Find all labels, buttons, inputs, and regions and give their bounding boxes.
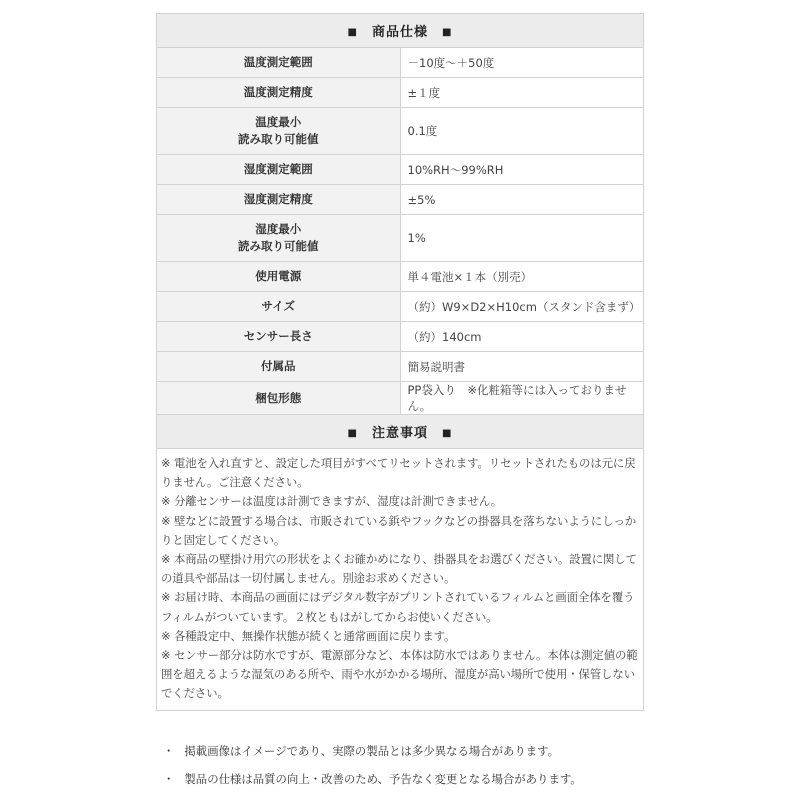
spec-value: ±１度 [400, 78, 644, 108]
spec-label [157, 108, 401, 155]
spec-row [157, 382, 644, 415]
spec-value: 簡易説明書 [400, 352, 644, 382]
spec-row [157, 292, 644, 322]
spec-row [157, 78, 644, 108]
square-marker-left: ■ [347, 27, 358, 38]
bullet-marker: ・ [163, 772, 175, 786]
spec-row [157, 352, 644, 382]
square-marker-right: ■ [442, 428, 453, 439]
spec-label [157, 322, 401, 352]
spec-label-line: 読み取り可能値 [238, 132, 319, 146]
spec-row [157, 322, 644, 352]
notes-header [157, 415, 644, 449]
note-item: ※ お届け時、本商品の画面にはデジタル数字がプリントされているフィルムと画面全体を覆うフィルムがついています。２枚ともはがしてからお使いください。 [161, 590, 635, 624]
spec-row [157, 185, 644, 215]
spec-label-line: 湿度測定範囲 [243, 162, 313, 176]
spec-label-line: 温度測定範囲 [243, 55, 313, 69]
spec-value: 0.1度 [400, 108, 644, 155]
spec-value: 10%RH～99%RH [400, 155, 644, 185]
notes-list [157, 449, 644, 711]
spec-label-line: 使用電源 [255, 269, 302, 283]
spec-label [157, 382, 401, 415]
spec-value: －10度～＋50度 [400, 48, 644, 78]
spec-row [157, 215, 644, 262]
spec-label-line: 温度最小 [255, 115, 302, 129]
note-item: ※ センサー部分は防水ですが、電源部分など、本体は防水ではありません。本体は測定値の範囲を超えるような湿気のある所や、雨や水がかかる場所、湿度が高い場所で使用・保管しないでください。 [161, 648, 638, 701]
spec-row [157, 155, 644, 185]
notes-header-row [157, 415, 644, 449]
product-spec-table [156, 13, 644, 711]
note-item: ※ 各種設定中、無操作状態が続くと通常画面に戻ります。 [161, 628, 456, 643]
spec-row [157, 262, 644, 292]
spec-label-line: 付属品 [261, 359, 296, 373]
spec-value: PP袋入り ※化粧箱等には入っておりません。 [400, 382, 644, 415]
note-item: ※ 本商品の壁掛け用穴の形状をよくお確かめになり、掛器具をお選びください。設置に関しての道具や部品は一切付属しません。別途お求めください。 [161, 552, 637, 586]
spec-label-line: 読み取り可能値 [238, 239, 319, 253]
spec-label [157, 262, 401, 292]
spec-value: （約）140cm [400, 322, 644, 352]
spec-label [157, 48, 401, 78]
spec-value: 1% [400, 215, 644, 262]
spec-row [157, 48, 644, 78]
note-item: ※ 電池を入れ直すと、設定した項目がすべてリセットされます。リセットされたものは元に戻りません。ご注意ください。 [161, 456, 636, 490]
spec-label-line: 湿度最小 [255, 222, 302, 236]
spec-label [157, 185, 401, 215]
note-item: ※ 分離センサーは温度は計測できますが、湿度は計測できません。 [161, 494, 503, 509]
square-marker-right: ■ [442, 27, 453, 38]
spec-label [157, 292, 401, 322]
spec-label-line: 梱包形態 [255, 390, 302, 405]
spec-label-line: サイズ [261, 299, 296, 313]
spec-label [157, 78, 401, 108]
footer-note-text: 掲載画像はイメージであり、実際の製品とは多少異なる場合があります。 [184, 744, 560, 758]
spec-header-title: 商品仕様 [371, 25, 428, 40]
footer-note-2 [163, 771, 643, 787]
spec-label [157, 215, 401, 262]
spec-value: 単４電池×１本（別売） [400, 262, 644, 292]
spec-label-line: 温度測定精度 [243, 85, 313, 99]
footer-note-text: 製品の仕様は品質の向上・改善のため、予告なく変更となる場合があります。 [184, 772, 582, 786]
note-item: ※ 壁などに設置する場合は、市販されている鋲やフックなどの掛器具を落ちないようにしっかりと固定してください。 [161, 513, 637, 547]
notes-header-title: 注意事項 [371, 426, 428, 441]
spec-label [157, 155, 401, 185]
spec-row [157, 108, 644, 155]
spec-label-line: 湿度測定精度 [243, 192, 313, 206]
spec-label-line: センサー長さ [243, 329, 313, 343]
square-marker-left: ■ [347, 428, 358, 439]
spec-header [157, 14, 644, 48]
spec-value: （約）W9×D2×H10cm（スタンド含まず） [400, 292, 644, 322]
spec-value: ±5% [400, 185, 644, 215]
spec-header-row [157, 14, 644, 48]
footer-note-1 [163, 743, 643, 759]
notes-body-row [157, 449, 644, 711]
bullet-marker: ・ [163, 744, 175, 758]
spec-label [157, 352, 401, 382]
